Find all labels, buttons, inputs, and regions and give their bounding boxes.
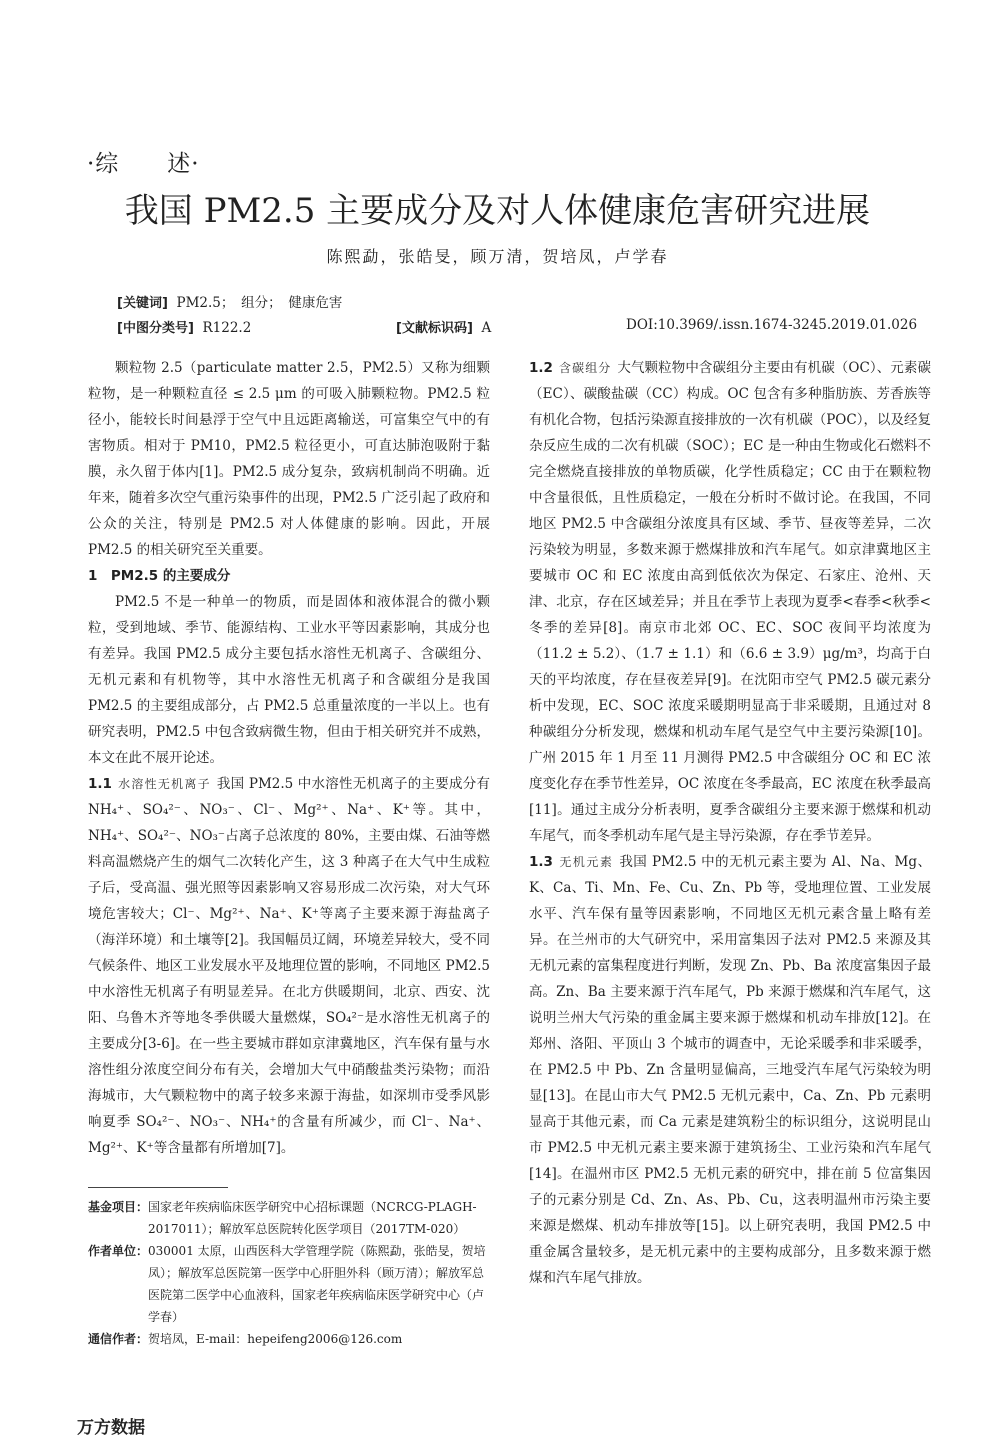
funding-label: 基金项目： <box>88 1200 149 1214</box>
section-1-2-title: 含碳组分 <box>558 361 612 375</box>
section-1-paragraph: PM2.5 不是一种单一的物质，而是固体和液体混合的微小颗粒，受到地域、季节、能源结构、工业水平等因素影响，其成分也有差异。我国 PM2.5 成分主要包括水溶性无机离子、含碳组分、无机元素和有机物等，其中水溶性无机离子和含碳组分是我国 PM2.5 的主要组成部分，占 PM2.5 总重量浓度的一半以上。也有研究表明，PM2.5 中包含致病微生物，但由于相关研究并不成熟，本文在此不展开论述。 <box>88 594 490 766</box>
section-1-heading: 1 PM2.5 的主要成分 <box>88 568 231 584</box>
clc-number: R122.2 <box>202 320 252 336</box>
publisher-watermark: 万方数据 <box>77 1418 145 1438</box>
article-title: 我国 PM2.5 主要成分及对人体健康危害研究进展 <box>124 191 871 231</box>
section-1-1-paragraph <box>88 771 490 1161</box>
right-column <box>529 355 931 1291</box>
correspondence-text: 贺培凤，E-mail：hepeifeng2006@126.com <box>148 1332 403 1346</box>
intro-paragraph: 颗粒物 2.5（particulate matter 2.5，PM2.5）又称为细颗粒物，是一种颗粒直径 ≤ 2.5 μm 的可吸入肺颗粒物。PM2.5 粒径小，能较长时间悬浮于空气中且远距离输送，可富集空气中的有害物质。相对于 PM10，PM2.5 粒径更小，可直达肺泡吸附于黏膜，永久留于体内[1]。PM2.5 成分复杂，致病机制尚不明确。近年来，随着多次空气重污染事件的出现，PM2.5 广泛引起了政府和公众的关注，特别是 PM2.5 对人体健康的影响。因此，开展 PM2.5 的相关研究至关重要。 <box>88 360 490 558</box>
affiliation-text: 030001 太原，山西医科大学管理学院（陈熙勐，张皓旻，贺培凤）；解放军总医院第一医学中心肝胆外科（顾万清）；解放军总医院第二医学中心血液科，国家老年疾病临床医学研究中心（卢学春） <box>148 1244 486 1324</box>
section-1-2-paragraph <box>529 355 931 849</box>
left-column <box>88 355 490 1161</box>
footnote-correspondence <box>88 1328 493 1350</box>
section-1-1-title: 水溶性无机离子 <box>117 777 211 791</box>
section-label: ·综 述· <box>87 151 200 177</box>
footnote-divider <box>88 1187 228 1188</box>
section-1-2-text: 大气颗粒物中含碳组分主要由有机碳（OC）、元素碳（EC）、碳酸盐碳（CC）构成。OC 包含有多种脂肪族、芳香族等有机化合物，包括污染源直接排放的一次有机碳（POC），以及经复杂反应生成的二次有机碳（SOC）；EC 是一种由生物或化石燃料不完全燃烧直接排放的单物质碳，化学性质稳定；CC 由于在颗粒物中含量很低，且性质稳定，一般在分析时不做讨论。在我国，不同地区 PM2.5 中含碳组分浓度具有区域、季节、昼夜等差异，二次污染较为明显，多数来源于燃煤排放和汽车尾气。如京津冀地区主要城市 OC 和 EC 浓度由高到低依次为保定、石家庄、沧州、天津、北京，存在区域差异；并且在季节上表现为夏季<春季<秋季<冬季的差异[8]。南京市北郊 OC、EC、SOC 夜间平均浓度为（11.2 ± 5.2）、（1.7 ± 1.1）和（6.6 ± 3.9）μg/m³，均高于白天的平均浓度，存在昼夜差异[9]。在沈阳市空气 PM2.5 碳元素分析中发现，EC、SOC 浓度采暖期明显高于非采暖期，且通过对 8 种碳组分分析发现，燃煤和机动车尾气是空气中主要污染源[10]。广州 2015 年 1 月至 11 月测得 PM2.5 中含碳组分 OC 和 EC 浓度变化存在季节性差异，OC 浓度在冬季最高，EC 浓度在秋季最高[11]。通过主成分分析表明，夏季含碳组分主要来源于燃煤和机动车尾气，而冬季机动车尾气是主导污染源，存在季节差异。 <box>529 360 931 844</box>
keywords-label: [关键词] <box>117 296 168 311</box>
keywords: PM2.5； 组分； 健康危害 <box>176 295 343 311</box>
footnote-funding <box>88 1196 493 1240</box>
section-1-3-text: 我国 PM2.5 中的无机元素主要为 Al、Na、Mg、K、Ca、Ti、Mn、Fe、Cu、Zn、Pb 等，受地理位置、工业发展水平、汽车保有量等因素影响，不同地区无机元素含量上略有差异。在兰州市的大气研究中，采用富集因子法对 PM2.5 来源及其无机元素的富集程度进行判断，发现 Zn、Pb、Ba 浓度富集因子最高。Zn、Ba 主要来源于汽车尾气，Pb 来源于燃煤和汽车尾气，这说明兰州大气污染的重金属主要来源于燃煤和机动车排放[12]。在郑州、洛阳、平顶山 3 个城市的调查中，无论采暖季和非采暖季，在 PM2.5 中 Pb、Zn 含量明显偏高，三地受汽车尾气污染较为明显[13]。在昆山市大气 PM2.5 无机元素中，Ca、Zn、Pb 元素明显高于其他元素，而 Ca 元素是建筑粉尘的标识组分，这说明昆山市 PM2.5 中无机元素主要来源于建筑扬尘、工业污染和汽车尾气[14]。在温州市区 PM2.5 无机元素的研究中，排在前 5 位富集因子的元素分别是 Cd、Zn、As、Pb、Cu，这表明温州市污染主要来源是燃煤、机动车排放等[15]。以上研究表明，我国 PM2.5 中重金属含量较多，是无机元素中的主要构成部分，且多数来源于燃煤和汽车尾气排放。 <box>529 854 931 1286</box>
clc-line <box>117 317 251 336</box>
correspondence-label: 通信作者： <box>88 1332 149 1346</box>
section-1-1-text: 我国 PM2.5 中水溶性无机离子的主要成分有 NH₄⁺、SO₄²⁻、NO₃⁻、Cl⁻、Mg²⁺、Na⁺、K⁺等。其中，NH₄⁺、SO₄²⁻、NO₃⁻占离子总浓度的 80%，主要由煤、石油等燃料高温燃烧产生的烟气二次转化产生，这 3 种离子在大气中生成粒子后，受高温、强光照等因素影响又容易形成二次污染，对大气环境危害较大；Cl⁻、Mg²⁺、Na⁺、K⁺等离子主要来源于海盐离子（海洋环境）和土壤等[2]。我国幅员辽阔，环境差异较大，受不同气候条件、地区工业发展水平及地理位置的影响，不同地区 PM2.5 中水溶性无机离子有明显差异。在北方供暖期间，北京、西安、沈阳、乌鲁木齐等地冬季供暖大量燃煤，SO₄²⁻是水溶性无机离子的主要成分[3-6]。在一些主要城市群如京津冀地区，汽车保有量与水溶性组分浓度空间分布有关，会增加大气中硝酸盐类污染物；而沿海城市，大气颗粒物中的离子较多来源于海盐，如深圳市受季风影响夏季 SO₄²⁻、NO₃⁻、NH₄⁺的含量有所减少，而 Cl⁻、Na⁺、Mg²⁺、K⁺等含量都有所增加[7]。 <box>88 776 490 1156</box>
section-1-3-title: 无机元素 <box>558 855 614 869</box>
keywords-line <box>117 291 342 311</box>
section-1-1-number: 1.1 <box>88 776 112 792</box>
clc-label: [中图分类号] <box>117 321 194 336</box>
doc-code: A <box>481 320 492 336</box>
doc-code-label: [文献标识码] <box>396 321 473 336</box>
doc-code-line <box>396 317 491 336</box>
section-1-2-number: 1.2 <box>529 360 553 376</box>
footnote-affiliation <box>88 1240 493 1328</box>
doi: DOI:10.3969/.issn.1674-3245.2019.01.026 <box>626 317 918 333</box>
funding-text: 国家老年疾病临床医学研究中心招标课题（NCRCG-PLAGH-2017011）；解放军总医院转化医学项目（2017TM-020） <box>148 1200 477 1236</box>
section-1-3-paragraph <box>529 849 931 1291</box>
footnotes <box>88 1196 493 1350</box>
author-list: 陈熙勐，张皓旻，顾万清，贺培凤，卢学春 <box>326 247 669 266</box>
affiliation-label: 作者单位： <box>88 1244 149 1258</box>
section-1-3-number: 1.3 <box>529 854 553 870</box>
